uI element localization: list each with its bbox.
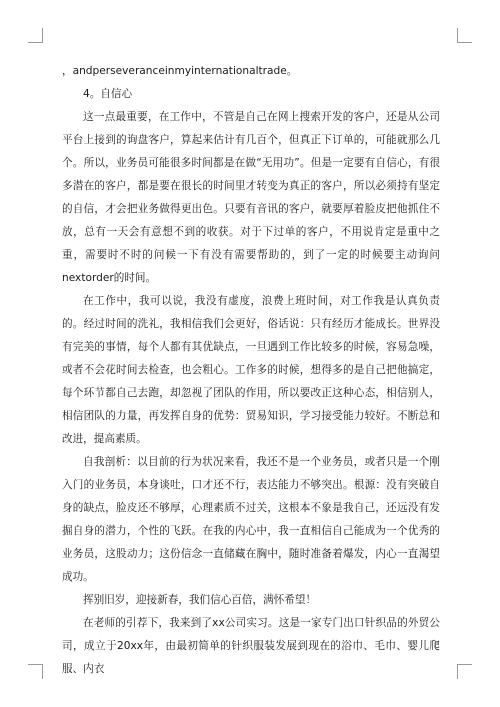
paragraph-new-year: 挥别旧岁，迎接新春，我们信心百倍，满怀希望！ — [83, 594, 317, 606]
document-body — [62, 60, 440, 681]
crop-mark-bottom-right — [457, 664, 472, 679]
crop-mark-top-left — [28, 28, 43, 43]
paragraph-self-analysis: 自我剖析：以目前的行为状况来看，我还不是一个业务员，或者只是一个刚入门的业务员，本身谈吐，口才还不行，表达能力不够突出。根源：没有突破自身的缺点，脸皮还不够厚，心理素质不过关，这根本不象是我自己，还远没有发掘自身的潜力，个性的飞跃。在我的内心中，我一直相信自己能成为一个优秀的业务员，这股动力；这份信念一直储藏在胸中，随时准备着爆发，内心一直渴望成功。 — [62, 456, 440, 583]
paragraph-internship: 在老师的引荐下，我来到了xx公司实习。这是一家专门出口针织品的外贸公司，成立于20xx年，由最初简单的针织服装发展到现在的浴巾、毛巾、婴儿爬服、内衣 — [62, 617, 440, 675]
paragraph-confidence: 这一点最重要，在工作中，不管是自己在网上搜索开发的客户，还是从公司平台上接到的询盘客户，算起来估计有几百个，但真正下订单的，可能就那么几个。所以，业务员可能很多时间都是在做“无用功”。但是一定要有自信心，有很多潜在的客户，都是要在很长的时间里才转变为真正的客户，所以必须持有坚定的自信，才会把业务做得更出色。只要有音讯的客户，就要厚着脸皮把他抓住不放，总有一天会有意想不到的收获。对于下过单的客户，不用说肯定是重中之重，需要时不时的问候一下有没有需要帮助的，到了一定的时候要主动询问nextorder的时间。 — [62, 111, 440, 284]
section-heading-confidence: 4。自信心 — [83, 88, 133, 100]
crop-mark-bottom-left — [28, 664, 43, 679]
crop-mark-top-right — [457, 28, 472, 43]
paragraph-continuation: ，andperseveranceinmyinternationaltrade。 — [62, 65, 298, 77]
paragraph-work-attitude: 在工作中，我可以说，我没有虚度，浪费上班时间，对工作我是认真负责的。经过时间的洗礼，我相信我们会更好，俗话说：只有经历才能成长。世界没有完美的事情，每个人都有其优缺点，一旦遇到工作比较多的时候，容易急噪，或者不会花时间去检查，也会粗心。工作多的时候，想得多的是自己把他搞定，每个环节都自己去跑，却忽视了团队的作用，所以要改正这种心态，相信别人，相信团队的力量，再发挥自身的优势：贸易知识，学习接受能力较好。不断总和改进，提高素质。 — [62, 295, 440, 445]
